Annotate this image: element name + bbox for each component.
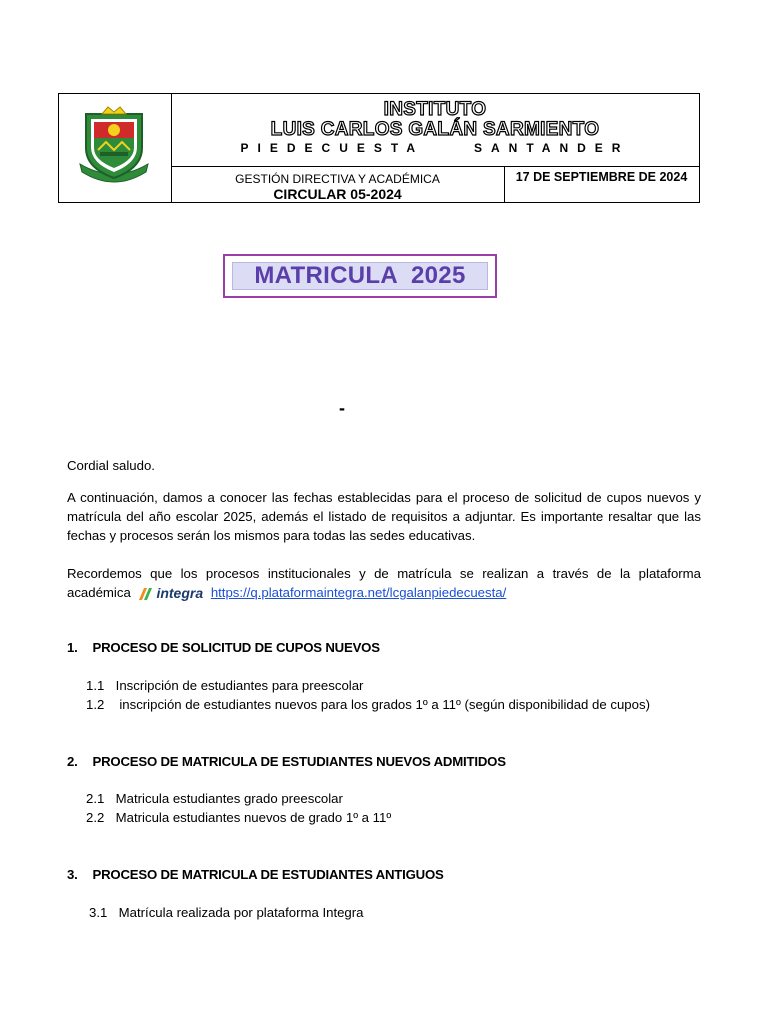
- item-text: inscripción de estudiantes nuevos para los grados 1º a 11º (según disponibilidad de cupos): [115, 697, 650, 712]
- section-3-label: PROCESO DE MATRICULA DE ESTUDIANTES ANTIGUOS: [92, 867, 444, 882]
- logo-cell: [59, 94, 172, 202]
- state-name: SANTANDER: [474, 141, 630, 155]
- section-2-label: PROCESO DE MATRICULA DE ESTUDIANTES NUEVOS ADMITIDOS: [92, 754, 506, 769]
- date-cell: [504, 166, 699, 202]
- section-3-title: [67, 867, 444, 882]
- city-name: PIEDECUESTA: [240, 141, 424, 155]
- department-label: GESTIÓN DIRECTIVA Y ACADÉMICA: [235, 172, 440, 186]
- section-1-label: PROCESO DE SOLICITUD DE CUPOS NUEVOS: [92, 640, 380, 655]
- circular-number: CIRCULAR 05-2024: [273, 186, 402, 202]
- section-1-title: [67, 640, 380, 655]
- list-item: [86, 791, 343, 806]
- section-2-number: 2.: [67, 754, 78, 769]
- banner-title: MATRICULA 2025: [254, 262, 466, 289]
- institute-name: LUIS CARLOS GALÁN SARMIENTO: [270, 119, 600, 140]
- separator-dash: -: [339, 398, 345, 418]
- section-3-number: 3.: [67, 867, 78, 882]
- integra-logo-icon: [138, 587, 154, 601]
- department-cell: [171, 166, 505, 202]
- list-item: [86, 810, 391, 825]
- item-text: Matricula estudiantes nuevos de grado 1º a 11º: [115, 810, 392, 825]
- institution-title-area: [171, 94, 699, 167]
- item-number: 2.2: [86, 810, 105, 825]
- matricula-banner: [223, 254, 497, 298]
- section-1-number: 1.: [67, 640, 78, 655]
- item-text: Inscripción de estudiantes para preescolar: [115, 678, 364, 693]
- item-number: 1.2: [86, 697, 105, 712]
- location-line: [171, 141, 699, 155]
- document-date: 17 DE SEPTIEMBRE DE 2024: [515, 170, 688, 184]
- institute-line-1: INSTITUTO: [383, 99, 487, 120]
- intro-paragraph: A continuación, damos a conocer las fechas establecidas para el proceso de solicitud de cupos nuevos y matrícula del año escolar 2025, además el listado de requisitos a adjuntar. Es importante resaltar que las fechas y procesos serán los mismos para todas las sedes educativas.: [67, 490, 701, 543]
- item-number: 1.1: [86, 678, 105, 693]
- platform-link[interactable]: https://q.plataformaintegra.net/lcgalanpiedecuesta/: [210, 585, 507, 600]
- item-number: 3.1: [89, 905, 108, 920]
- list-item: [86, 697, 650, 712]
- integra-logo-text: integra: [156, 585, 204, 602]
- item-number: 2.1: [86, 791, 105, 806]
- school-crest-icon: [76, 106, 152, 186]
- item-text: Matrícula realizada por plataforma Integra: [118, 905, 364, 920]
- document-header: [58, 93, 700, 203]
- list-item: [86, 678, 363, 693]
- greeting: Cordial saludo.: [67, 458, 155, 473]
- section-2-title: [67, 754, 506, 769]
- item-text: Matricula estudiantes grado preescolar: [115, 791, 343, 806]
- platform-paragraph-lead: Recordemos que los procesos institucionales y de matrícula se realizan a través de la plataforma académica: [67, 566, 701, 600]
- list-item: [89, 905, 364, 920]
- platform-paragraph: [67, 564, 701, 603]
- integra-logo: [138, 584, 203, 603]
